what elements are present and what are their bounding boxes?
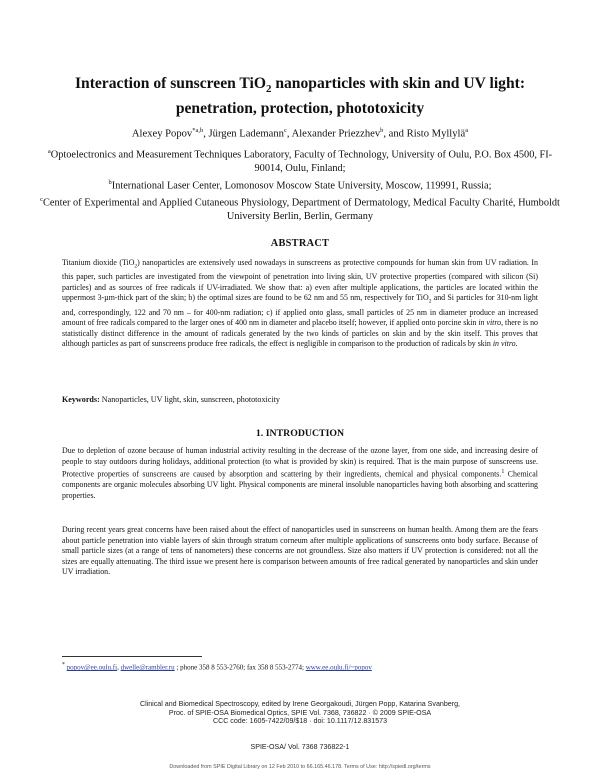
author-name: Risto Myllylä: [406, 128, 466, 140]
paper-title: [40, 74, 560, 119]
abstract-italic: in vitro: [492, 339, 516, 349]
affiliation-list: [40, 145, 560, 223]
title-part-1: Interaction of sunscreen TiO: [74, 75, 266, 92]
affiliation-text: Optoelectronics and Measurement Techniques Laboratory, Faculty of Technology, University of Oulu, P.O. Box 4500, FI-90014, Oulu, Finland;: [50, 149, 553, 175]
author-affil-mark: b: [380, 127, 384, 134]
proceedings-line-3: CCC code: 1605-7422/09/$18 · doi: 10.1117/12.831573: [212, 717, 388, 726]
affiliation-mark: c: [40, 195, 44, 203]
affiliation-text: International Laser Center, Lomonosov Moscow State University, Moscow, 119991, Russia;: [111, 180, 492, 192]
abstract-text: , there is no statistically distinct difference in the amount of radicals generated by the two kinds of particles on skin and by the skin itself. This proves that although particles as part of sunscreens produce free radicals, the effect is negligible in comparison to the production of radicals by skin: [62, 318, 538, 349]
abstract-text: .: [515, 339, 518, 349]
keywords-label: Keywords:: [62, 395, 100, 404]
affiliation-mark: a: [47, 148, 51, 155]
abstract-text: ) nanoparticles are extensively used nowadays in sunscreens as protective compounds for human skin from UV radiation. In this paper, such particles are investigated from the viewpoint of penetration into living skin, UV protective properties (compared with silicon (Si) particles) and as sources of free radicals if UV-irradiated. We show that: a) even after multiple applications, the particles are located within the uppermost 3-µm-thick part of the skin; b) the optimal sizes are found to be 62 nm and 55 nm, respectively for TiO: [62, 258, 538, 303]
abstract-subscript: 2: [428, 298, 432, 305]
intro-paragraph-1: [62, 446, 538, 502]
footnote-mark: *: [62, 662, 65, 668]
affiliation-c: [40, 193, 560, 224]
affiliation-text: Center of Experimental and Applied Cutaneous Physiology, Department of Dermatology, Medical Faculty Charité, Humboldt University Berlin, Berlin, Germany: [43, 197, 560, 222]
corresponding-author-footnote: [62, 661, 538, 672]
author-affil-mark: a: [465, 127, 469, 134]
affiliation-mark: b: [108, 178, 112, 186]
author-affil-mark: *a,b: [192, 127, 204, 134]
email-link-1[interactable]: popov@ee.oulu.fi: [66, 663, 118, 672]
author-list: [40, 124, 560, 142]
citation-mark: 1: [501, 469, 505, 476]
title-part-2: nanoparticles with skin and UV light:: [271, 75, 526, 92]
proceedings-line-1: Clinical and Biomedical Spectroscopy, edited by Irene Georgakoudi, Jürgen Popp, Katarina Svanberg,: [139, 700, 461, 708]
footnote-separator: ,: [117, 663, 121, 672]
title-line-2: penetration, protection, phototoxicity: [175, 100, 425, 118]
abstract-body: [62, 258, 538, 350]
author-name: Alexander Priezzhev: [291, 128, 381, 140]
affiliation-b: [40, 176, 560, 193]
intro-paragraph-2: During recent years great concerns have been raised about the effect of nanoparticles used in sunscreens on human health. Among them are the fears about particle penetration into viable layers of skin through stratum corneum after multiple applications of sunscreens onto body surface. Because of small particle sizes (at a range of tens of nanometers) these concerns are not groundless. Size also matters if UV protection is considered: not all the sizes are equally attenuating. The third issue we present here is comparison between amounts of free radical generated by nanoparticles and skin under UV irradiation.: [62, 525, 538, 577]
homepage-link[interactable]: www.ee.oulu.fi/~popov: [305, 663, 372, 672]
keywords-text: Nanoparticles, UV light, skin, sunscreen, phototoxicity: [99, 395, 280, 404]
proceedings-line-2: Proc. of SPIE-OSA Biomedical Optics, SPIE Vol. 7368, 736822 · © 2009 SPIE-OSA: [168, 708, 432, 717]
section-heading-introduction: 1. INTRODUCTION: [255, 428, 345, 439]
proceedings-info: [40, 700, 560, 726]
footnote-contact: ; phone 358 8 553-2760; fax 358 8 553-2774;: [174, 663, 306, 672]
footnote-divider: [62, 656, 202, 657]
abstract-subscript: 2: [134, 263, 138, 270]
abstract-italic: in vitro: [478, 318, 502, 328]
page-number: SPIE-OSA/ Vol. 7368 736822-1: [250, 743, 350, 751]
author-separator: ,: [203, 128, 209, 140]
author-name: Alexey Popov: [131, 128, 193, 140]
abstract-heading: ABSTRACT: [270, 238, 330, 249]
paragraph-text: Chemical components are organic molecules absorbing UV light. Physical components are mineral insoluble nanoparticles having both absorbing and scattering properties.: [62, 469, 538, 500]
title-subscript: 2: [265, 83, 272, 96]
abstract-text: Titanium dioxide (TiO: [62, 258, 135, 267]
paragraph-text: Due to depletion of ozone because of human industrial activity resulting in the decrease of the ozone layer, from one side, and increasing desire of people to stay outdoors during holidays, additional protection (to what is provided by skin) is required. That is the main purpose of sunscreens use. Protective properties of sunscreens are caused by absorption and scattering by their ingredients, chemical and physical components.: [62, 446, 538, 479]
author-affil-mark: c: [283, 127, 287, 134]
abstract-text: and Si particles for 310-nm light and, correspondingly, 122 and 70 nm – for 400-nm radiation; c) if applied onto glass, small particles of 25 nm in diameter produce an increased amount of free radicals compared to the larger ones of 400 nm in diameter and placebo itself; however, if applied onto porcine skin: [62, 293, 538, 328]
keywords: [62, 395, 538, 404]
download-notice: Downloaded from SPIE Digital Library on 12 Feb 2010 to 66.165.46.178. Terms of Use: http://spiedl.org/terms: [169, 764, 431, 770]
affiliation-a: [40, 145, 560, 176]
email-link-2[interactable]: dwelle@rambler.ru: [120, 663, 175, 672]
author-name: Jürgen Lademann: [208, 128, 284, 140]
author-separator: ,: [286, 128, 292, 140]
author-separator: , and: [383, 128, 407, 140]
